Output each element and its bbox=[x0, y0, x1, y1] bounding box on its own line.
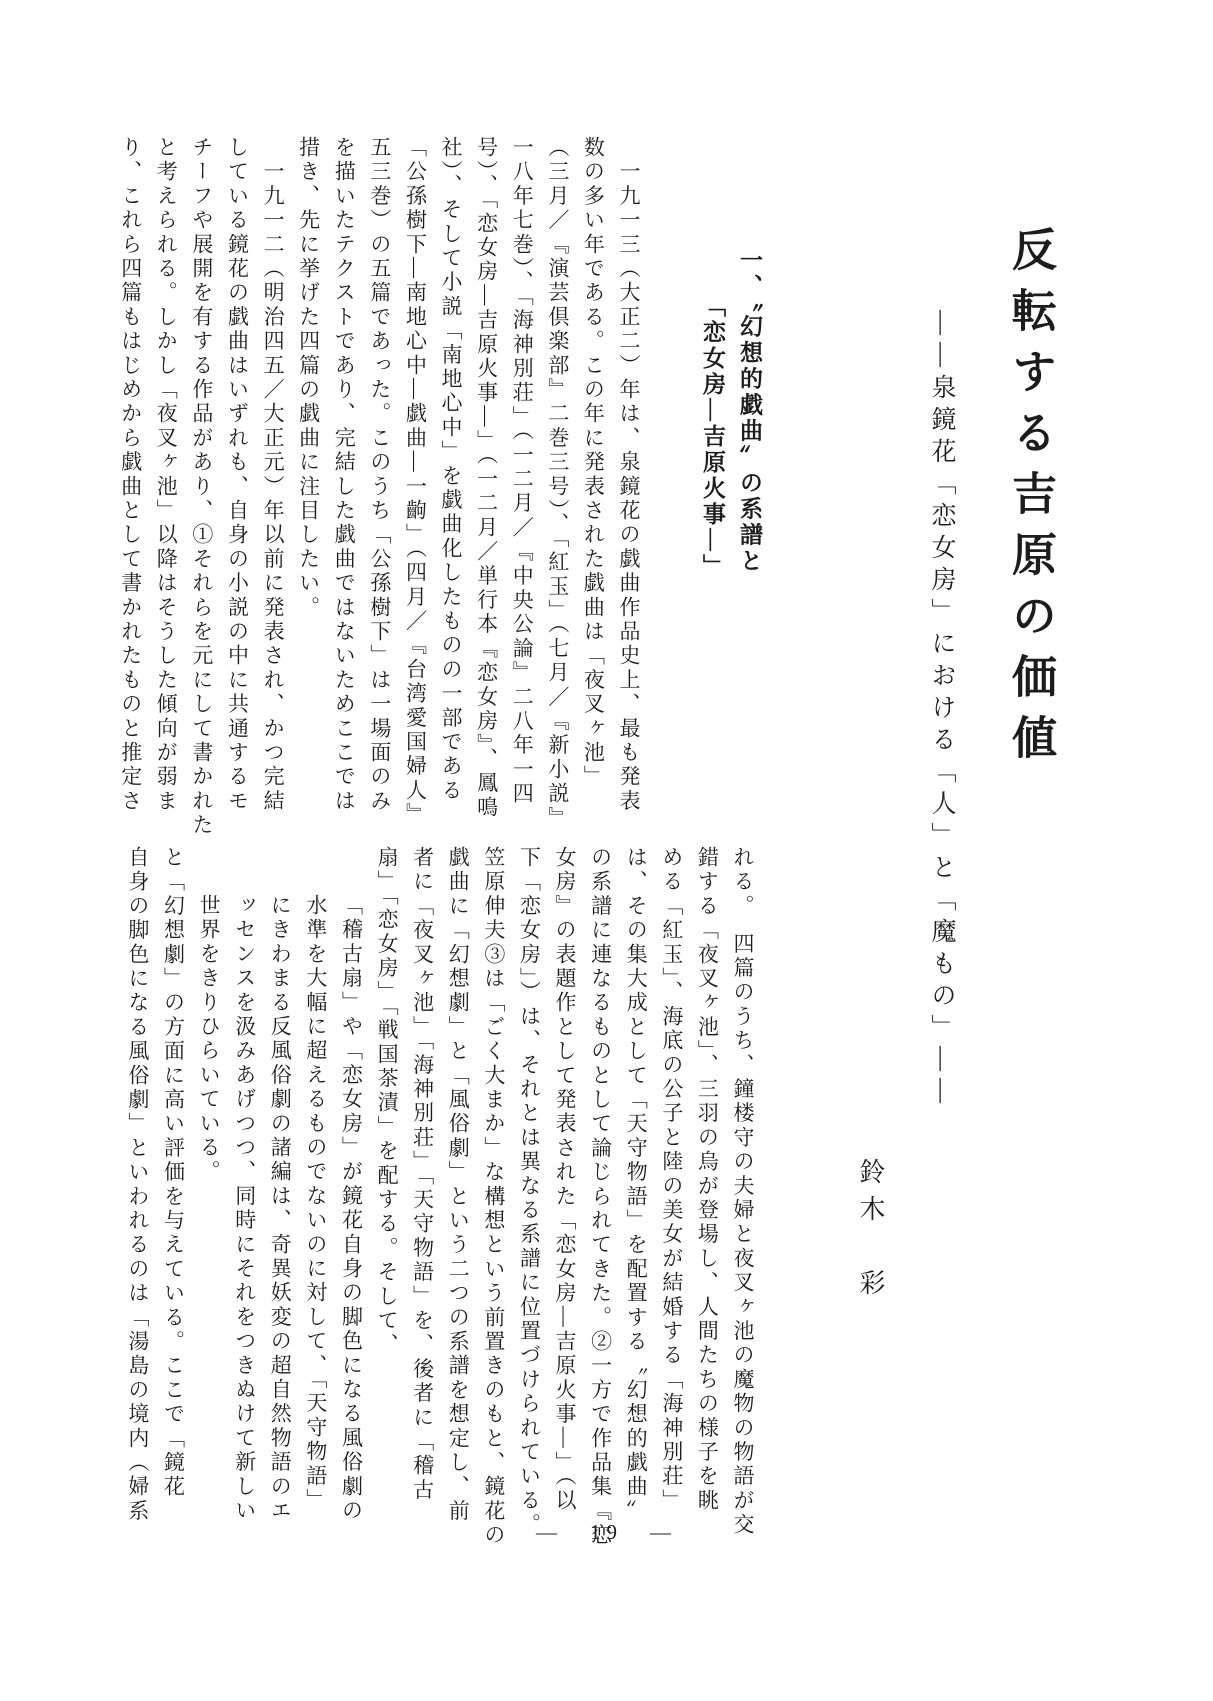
text-column: （三月／『演芸倶楽部』二巻三号）、「紅玉」（七月／『新小説』 bbox=[545, 136, 570, 831]
text-column: 一九一二（明治四五／大正元）年以前に発表され、かつ完結 bbox=[261, 136, 286, 814]
text-column: の系譜に連なるものとして論じられてきた。②一方で作品集『恋 bbox=[588, 846, 613, 1548]
quote-column: にきわまる反風俗劇の諸編は、奇異妖変の超自然物語のエ bbox=[268, 894, 293, 1524]
body-text-top-block bbox=[112, 136, 646, 838]
quote-column: 世界をきりひらいている。 bbox=[197, 894, 222, 1185]
section-heading-line2: 「恋女房―吉原火事―」 bbox=[700, 294, 725, 580]
text-column: 者に「夜叉ヶ池」「海神別荘」「天守物語」を、後者に「稽古 bbox=[410, 846, 435, 1503]
text-column: り、これら四篇もはじめから戯曲として書かれたものと推定さ bbox=[118, 136, 143, 814]
page-number: ― 19 ― bbox=[536, 1520, 677, 1544]
quote-column: 「稽古扇」や「恋女房」が鏡花自身の脚色になる風俗劇の bbox=[339, 894, 364, 1524]
text-column: 下「恋女房」）は、それとは異なる系譜に位置づけられている。 bbox=[517, 846, 542, 1538]
text-column: 社）、そして小説「南地心中」を戯曲化したものの一部である bbox=[439, 136, 464, 804]
text-column: 笠原伸夫③は「ごく大まか」な構想という前置きのもと、鏡花の bbox=[481, 846, 506, 1548]
author-name: 鈴木 彩 bbox=[856, 1158, 885, 1306]
text-column: 数の多い年である。この年に発表された戯曲は「夜叉ヶ池」 bbox=[581, 136, 606, 790]
article-subtitle: ――泉鏡花「恋女房」における「人」と「魔もの」―― bbox=[928, 310, 955, 1110]
text-column: 自身の脚色になる風俗劇」といわれるのは「湯島の境内（婦系 bbox=[125, 846, 150, 1524]
text-column: と考えられる。しかし「夜叉ヶ池」以降はそうした傾向が弱ま bbox=[154, 136, 179, 814]
quote-column: ッセンスを汲みあげつつ、同時にそれをつきぬけて新しい bbox=[232, 894, 257, 1524]
text-column: める「紅玉」、海底の公子と陸の美女が結婚する「海神別荘」 bbox=[659, 846, 684, 1514]
text-column: 扇」「恋女房」「戦国茶漬」を配する。そして、 bbox=[375, 846, 400, 1358]
text-column: チーフや展開を有する作品があり、①それらを元にして書かれた bbox=[189, 136, 214, 838]
text-column: している鏡花の戯曲はいずれも、自身の小説の中に共通するモ bbox=[225, 136, 250, 814]
text-column: 措き、先に挙げた四篇の戯曲に注目したい。 bbox=[296, 136, 321, 620]
text-column: を描いたテクストであり、完結した戯曲ではないためここでは bbox=[332, 136, 357, 814]
text-column: は、その集大成として「天守物語」を配置する〝幻想的戯曲〟 bbox=[624, 846, 649, 1524]
text-column: 錯する「夜叉ヶ池」、三羽の烏が登場し、人間たちの様子を眺 bbox=[695, 846, 720, 1514]
text-column: 戯曲に「幻想劇」と「風俗劇」という二つの系譜を想定し、前 bbox=[446, 846, 471, 1524]
text-column: 「公孫樹下―南地心中―戯曲―一齣」（四月／『台湾愛国婦人』 bbox=[403, 136, 428, 828]
section-heading bbox=[694, 248, 768, 808]
text-column: 女房』の表題作として発表された「恋女房―吉原火事―」（以 bbox=[553, 846, 578, 1514]
text-column: 一九一三（大正二）年は、泉鏡花の戯曲作品史上、最も発表 bbox=[617, 136, 641, 814]
article-title: 反転する吉原の価値 bbox=[1005, 226, 1055, 775]
section-heading-line1: 一、〝幻想的戯曲〟の系譜と bbox=[737, 248, 762, 575]
text-column: 一八年七巻）、「海神別荘」（一二月／『中央公論』二八年一四 bbox=[510, 136, 535, 807]
text-column: れる。 四篇のうち、鐘楼守の夫婦と夜叉ヶ池の魔物の物語が交 bbox=[731, 846, 755, 1538]
text-column: 号）、「恋女房―吉原火事―」（一二月／単行本『恋女房』、鳳鳴 bbox=[474, 136, 499, 820]
body-text-bottom-block bbox=[119, 846, 760, 1548]
text-column: 五三巻）の五篇であった。このうち「公孫樹下」は一場面のみ bbox=[367, 136, 392, 814]
quote-column: 水準を大幅に超えるものでないのに対して、「天守物語」 bbox=[303, 894, 328, 1513]
text-column: と「幻想劇」の方面に高い評価を与えている。ここで「鏡花 bbox=[161, 846, 186, 1500]
